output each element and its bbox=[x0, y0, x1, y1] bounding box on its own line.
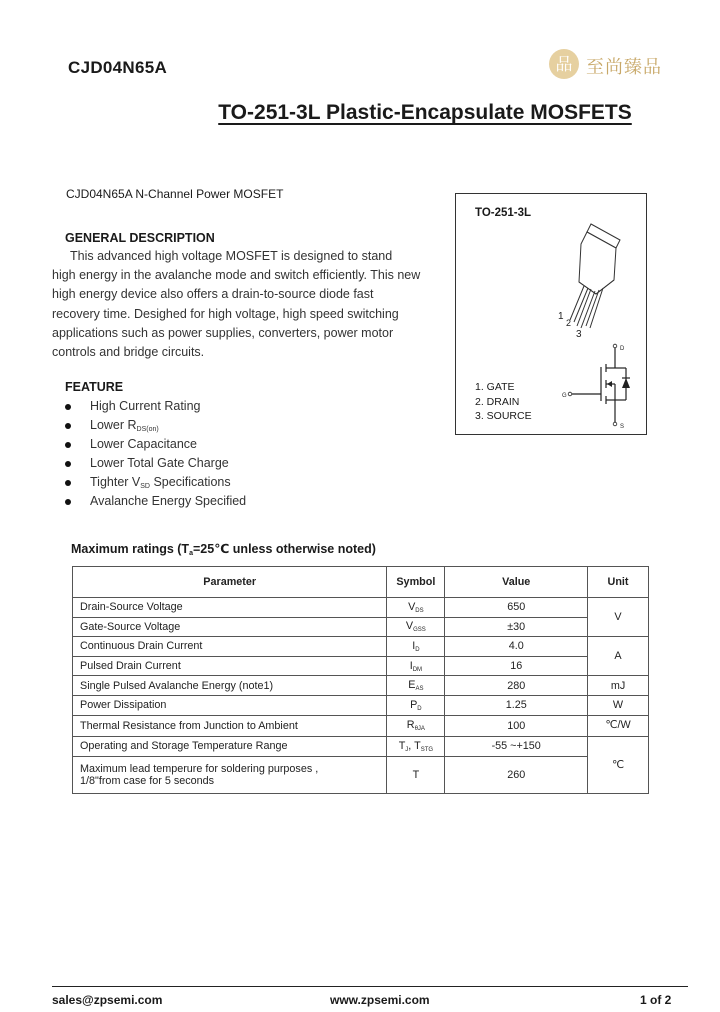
source-label: S bbox=[620, 424, 625, 430]
part-number: CJD04N65A bbox=[68, 58, 168, 77]
logo-mark-glyph: 品 bbox=[555, 55, 573, 75]
symbol-cell: $I_D$ bbox=[387, 637, 445, 657]
table-header-row bbox=[73, 567, 649, 598]
value-cell: 100 bbox=[445, 715, 588, 737]
footer-page-number: 1 of 2 bbox=[640, 993, 672, 1007]
feature-heading: FEATURE bbox=[65, 380, 124, 394]
unit-cell: V bbox=[588, 598, 649, 637]
col-parameter: Parameter bbox=[73, 567, 387, 598]
symbol-cell: $T_J$, $T_{STG}$ bbox=[387, 737, 445, 757]
general-description-heading: GENERAL DESCRIPTION bbox=[65, 231, 215, 245]
col-value: Value bbox=[445, 567, 588, 598]
package-drawing-icon bbox=[546, 216, 641, 341]
table-row bbox=[73, 756, 649, 793]
feature-list bbox=[64, 397, 246, 511]
col-symbol: Symbol bbox=[387, 567, 445, 598]
unit-cell: ℃ bbox=[588, 737, 649, 794]
value-cell: 650 bbox=[445, 598, 588, 618]
table-row bbox=[73, 737, 649, 757]
unit-cell: A bbox=[588, 637, 649, 676]
logo-mark-icon bbox=[548, 48, 582, 80]
table-row bbox=[73, 617, 649, 637]
symbol-cell: $V_{DS}$ bbox=[387, 598, 445, 618]
param-cell: Maximum lead temperure for soldering purposes , 1/8"from case for 5 seconds bbox=[73, 756, 387, 793]
package-box bbox=[455, 193, 647, 435]
pin-list bbox=[475, 380, 532, 424]
value-cell: ±30 bbox=[445, 617, 588, 637]
symbol-cell: $E_{AS}$ bbox=[387, 676, 445, 696]
document-title: TO-251-3L Plastic-Encapsulate MOSFETS bbox=[218, 101, 632, 124]
param-cell: Operating and Storage Temperature Range bbox=[73, 737, 387, 757]
feature-item: Lower Total Gate Charge bbox=[64, 454, 246, 473]
symbol-cell: $R_{\theta JA}$ bbox=[387, 715, 445, 737]
value-cell: 260 bbox=[445, 756, 588, 793]
param-cell: Pulsed Drain Current bbox=[73, 656, 387, 676]
lead-number: 3 bbox=[576, 329, 582, 340]
unit-cell: ℃/W bbox=[588, 715, 649, 737]
value-cell: 280 bbox=[445, 676, 588, 696]
value-cell: 1.25 bbox=[445, 695, 588, 715]
table-row bbox=[73, 656, 649, 676]
logo-text: 至尚臻品 bbox=[586, 57, 662, 78]
param-cell: Single Pulsed Avalanche Energy (note1) bbox=[73, 676, 387, 696]
general-description-body bbox=[52, 247, 437, 362]
symbol-cell: $P_D$ bbox=[387, 695, 445, 715]
description-line: high energy in the avalanche mode and switch efficiently. This new bbox=[52, 268, 421, 283]
description-line: controls and bridge circuits. bbox=[52, 345, 205, 360]
table-row bbox=[73, 598, 649, 618]
table-row bbox=[73, 676, 649, 696]
feature-item: Avalanche Energy Specified bbox=[64, 492, 246, 511]
footer-email: sales@zpsemi.com bbox=[52, 993, 163, 1007]
value-cell: 4.0 bbox=[445, 637, 588, 657]
pin-gate: 1. GATE bbox=[475, 381, 515, 393]
feature-item: Lower Capacitance bbox=[64, 435, 246, 454]
description-line: This advanced high voltage MOSFET is designed to stand bbox=[70, 249, 393, 263]
value-cell: -55 ~+150 bbox=[445, 737, 588, 757]
symbol-cell: $I_{DM}$ bbox=[387, 656, 445, 676]
param-cell: Continuous Drain Current bbox=[73, 637, 387, 657]
device-subtitle: CJD04N65A N-Channel Power MOSFET bbox=[66, 187, 284, 201]
description-line: high energy device also offers a drain-to-source diode fast bbox=[52, 287, 374, 302]
package-name: TO-251-3L bbox=[475, 207, 532, 219]
symbol-cell: $V_{GSS}$ bbox=[387, 617, 445, 637]
value-cell: 16 bbox=[445, 656, 588, 676]
drain-label: D bbox=[620, 346, 625, 352]
pin-drain: 2. DRAIN bbox=[475, 395, 520, 408]
unit-cell: mJ bbox=[588, 676, 649, 696]
lead-number: 2 bbox=[566, 318, 572, 328]
param-cell: Gate-Source Voltage bbox=[73, 617, 387, 637]
ratings-heading: Maximum ratings ($T_a=25℃$ unless otherwise noted) bbox=[71, 542, 376, 557]
pin-source: 3. SOURCE bbox=[475, 410, 532, 422]
feature-item: High Current Rating bbox=[64, 397, 246, 416]
param-cell: Thermal Resistance from Junction to Ambient bbox=[73, 715, 387, 737]
symbol-cell: T bbox=[387, 756, 445, 793]
table-row bbox=[73, 715, 649, 737]
lead-number: 1 bbox=[558, 311, 564, 322]
description-line: recovery time. Desighed for high voltage, high speed switching bbox=[52, 306, 399, 321]
param-cell: Power Dissipation bbox=[73, 695, 387, 715]
feature-item: Tighter $V_{SD}$ Specifications bbox=[64, 473, 246, 492]
feature-item: Lower $R_{DS(on)}$ bbox=[64, 416, 246, 435]
ratings-table bbox=[72, 566, 649, 794]
gate-label: G bbox=[562, 393, 567, 399]
description-line: applications such as power supplies, converters, power motor bbox=[52, 325, 394, 340]
param-cell: Drain-Source Voltage bbox=[73, 598, 387, 618]
unit-cell: W bbox=[588, 695, 649, 715]
footer-rule bbox=[52, 986, 688, 987]
footer-website: www.zpsemi.com bbox=[330, 993, 430, 1007]
brand-logo bbox=[548, 48, 688, 80]
mosfet-symbol-icon bbox=[562, 342, 642, 434]
table-row bbox=[73, 695, 649, 715]
col-unit: Unit bbox=[588, 567, 649, 598]
table-row bbox=[73, 637, 649, 657]
